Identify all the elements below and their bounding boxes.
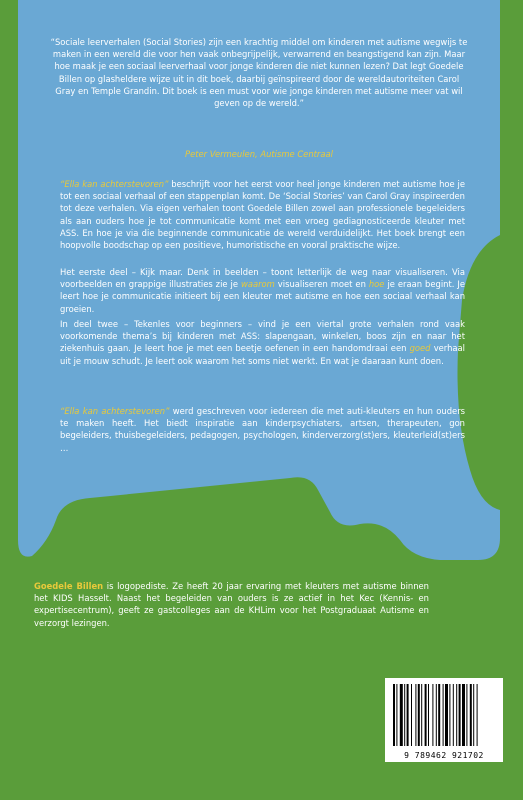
emphasis-waarom: waarom bbox=[240, 279, 275, 290]
part-one-text-a: Het eerste deel – Kijk maar. Denk in beelden – toont letterlijk de weg naar visualiseren. Via voorbeelden en grappige illustraties zie je bbox=[60, 267, 465, 290]
author-bio bbox=[34, 580, 429, 629]
paragraph-part-two bbox=[60, 318, 465, 367]
emphasis-hoe: hoe bbox=[368, 279, 385, 290]
paragraph-audience bbox=[60, 405, 465, 454]
isbn-number: 9 789462 921702 bbox=[404, 751, 484, 760]
author-bio-text: is logopediste. Ze heeft 20 jaar ervaring met kleuters met autisme binnen het KIDS Hasselt. Naast het begeleiden van ouders is ze actief in het Kec (Kennis- en expertisecentrum), geeft ze gastcolleges aan de KHLim voor het Postgraduaat Autisme en verzorgt lezingen. bbox=[34, 581, 429, 628]
emphasis-goed: goed bbox=[409, 343, 431, 354]
barcode bbox=[385, 678, 503, 762]
part-two-text-a: In deel twee – Tekenles voor beginners – vind je een viertal grote verhalen rond vaak voorkomende thema’s bij kinderen met ASS: slapengaan, winkelen, boos zijn en naar het ziekenhuis gaan. Je leert hoe je met een beetje oefenen in een handomdraai een bbox=[60, 319, 465, 354]
part-one-text-b: visualiseren moet en bbox=[274, 279, 369, 290]
review-quote: “Sociale leerverhalen (Social Stories) zijn een krachtig middel om kinderen met autisme wegwijs te maken in een wereld die voor hen vaak onbegrijpelijk, verwarrend en beangstigend kan zijn. Maar hoe maak je een sociaal leerverhaal voor jonge kinderen die niet kunnen lezen? Dat legt Goedele Billen op glasheldere wijze uit in dit boek, daarbij geïnspireerd door de wereldautoriteiten Carol Gray en Temple Grandin. Dit boek is een must voor wie jonge kinderen met autisme meer vat wil geven op de wereld.” bbox=[50, 37, 468, 109]
author-name: Goedele Billen bbox=[34, 581, 104, 591]
quote-attribution: Peter Vermeulen, Autisme Centraal bbox=[185, 149, 333, 159]
book-title-ref: “Ella kan achterstevoren” bbox=[60, 179, 169, 189]
paragraph-part-one bbox=[60, 266, 465, 315]
paragraph-intro bbox=[60, 178, 465, 251]
barcode-bars bbox=[385, 682, 503, 754]
book-title-ref: “Ella kan achterstevoren” bbox=[60, 406, 170, 416]
paragraph-audience-text: werd geschreven voor iedereen die met auti-kleuters en hun ouders te maken heeft. Het biedt inspiratie aan kinderpsychiaters, artsen, therapeuten, gon begeleiders, thuisbegeleiders, pedagogen, psychologen, kinderverzorg(st)ers, kleuterleid(st)ers … bbox=[60, 406, 466, 453]
part-two-text-b: verhaal uit je mouw schudt. Je leert ook waarom het soms niet werkt. En wat je daaraan kunt doen. bbox=[60, 343, 465, 366]
part-one-text-c: je eraan begint. Je leert hoe je communicatie initieert bij een kleuter met autisme en hoe een sociaal verhaal kan groeien. bbox=[60, 279, 465, 314]
paragraph-intro-text: beschrijft voor het eerst voor heel jonge kinderen met autisme hoe je tot een sociaal verhaal of een stappenplan komt. De ‘Social Stories’ van Carol Gray inspireerden tot deze verhalen. Via eigen verhalen toont Goedele Billen zowel aan professionele begeleiders als aan ouders hoe je tot communicatie komt met een vroeg gediagnosticeerde kleuter met ASS. En hoe je via die beginnende communicatie de wereld verduidelijkt. Het boek brengt een hoopvolle boodschap op een positieve, humoristische en vooral praktische wijze. bbox=[60, 179, 466, 251]
